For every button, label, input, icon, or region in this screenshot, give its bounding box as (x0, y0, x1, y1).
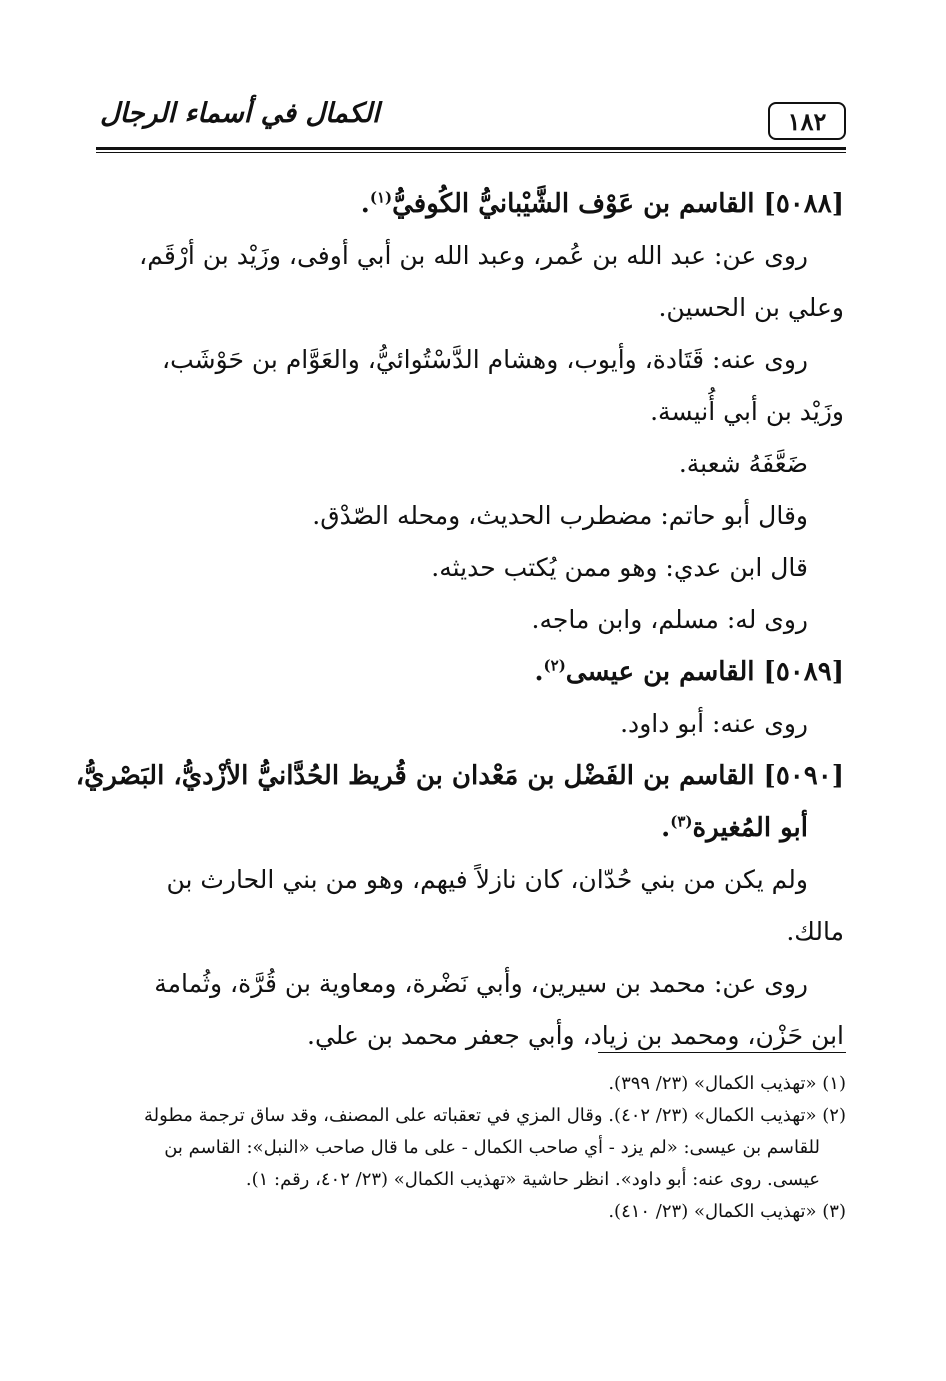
footnote-2: (٢) «تهذيب الكمال» (٢٣/ ٤٠٢). وقال المزي في تعقباته على المصنف، وقد ساق ترجمة مطولة (144, 1105, 846, 1126)
text-line: روى عنه: قَتَادة، وأيوب، وهشام الدَّسْتُوائيُّ، والعَوَّام بن حَوْشَب، (162, 345, 808, 374)
text-line: روى عن: عبد الله بن عُمر، وعبد الله بن أبي أوفى، وزَيْد بن أرْقَم، (139, 241, 808, 270)
footnotes (104, 1068, 846, 1228)
footnote-ref: (١) (369, 188, 393, 207)
footnote-2-cont: عيسى. روى عنه: أبو داود». انظر حاشية «تهذيب الكمال» (٢٣/ ٤٠٢، رقم: ١). (245, 1169, 820, 1190)
page-header (96, 92, 846, 154)
text-line: ولم يكن من بني حُدّان، كان نازلاً فيهم، وهو من بني الحارث بن (166, 865, 808, 894)
book-title: الكمال في أسماء الرجال (100, 98, 380, 129)
text-line: مالك. (786, 917, 844, 946)
text-line: قال ابن عدي: وهو ممن يُكتب حديثه. (431, 553, 808, 582)
entry-heading-5090-cont: أبو المُغيرة$^{(٣)}$. (661, 812, 808, 843)
entry-heading-5088: [٥٠٨٨] القاسم بن عَوْف الشَّيْبانيُّ الكُوفيُّ$^{(١)}$. (360, 188, 844, 219)
text-line: وقال أبو حاتم: مضطرب الحديث، ومحله الصّدْق. (312, 501, 808, 530)
entry-heading-5090: [٥٠٩٠] القاسم بن الفَضْل بن مَعْدان بن قُريظ الحُدَّانيُّ الأزْديُّ، البَصْريُّ، (75, 761, 844, 791)
text-line: ابن حَزْن، ومحمد بن زياد، وأبي جعفر محمد بن علي. (307, 1021, 844, 1050)
header-rule-thin (96, 152, 846, 153)
text-line: روى عن: محمد بن سيرين، وأبي نَضْرة، ومعاوية بن قُرَّة، وثُمامة (154, 969, 808, 998)
footnote-2-cont: للقاسم بن عيسى: «لم يزد - أي صاحب الكمال - على ما قال صاحب «النبل»: القاسم بن (164, 1137, 820, 1158)
footnote-3: (٣) «تهذيب الكمال» (٢٣/ ٤١٠). (608, 1201, 846, 1222)
footnote-1: (١) «تهذيب الكمال» (٢٣/ ٣٩٩). (608, 1073, 846, 1094)
page-number: ١٨٢ (768, 102, 846, 140)
footnote-ref: (٢) (543, 656, 566, 675)
header-rule (96, 147, 846, 150)
footnote-ref: (٣) (670, 812, 693, 831)
text-line: وزَيْد بن أبي أُنيسة. (650, 397, 844, 426)
text-line: روى عنه: أبو داود. (620, 709, 808, 738)
entry-heading-5089: [٥٠٨٩] القاسم بن عيسى$^{(٢)}$. (534, 656, 844, 687)
text-line: وعلي بن الحسين. (658, 293, 844, 322)
footnote-separator (598, 1052, 846, 1053)
text-line: ضَعَّفَهُ شعبة. (678, 449, 808, 478)
text-line: روى له: مسلم، وابن ماجه. (531, 605, 808, 634)
main-text (75, 178, 844, 1062)
